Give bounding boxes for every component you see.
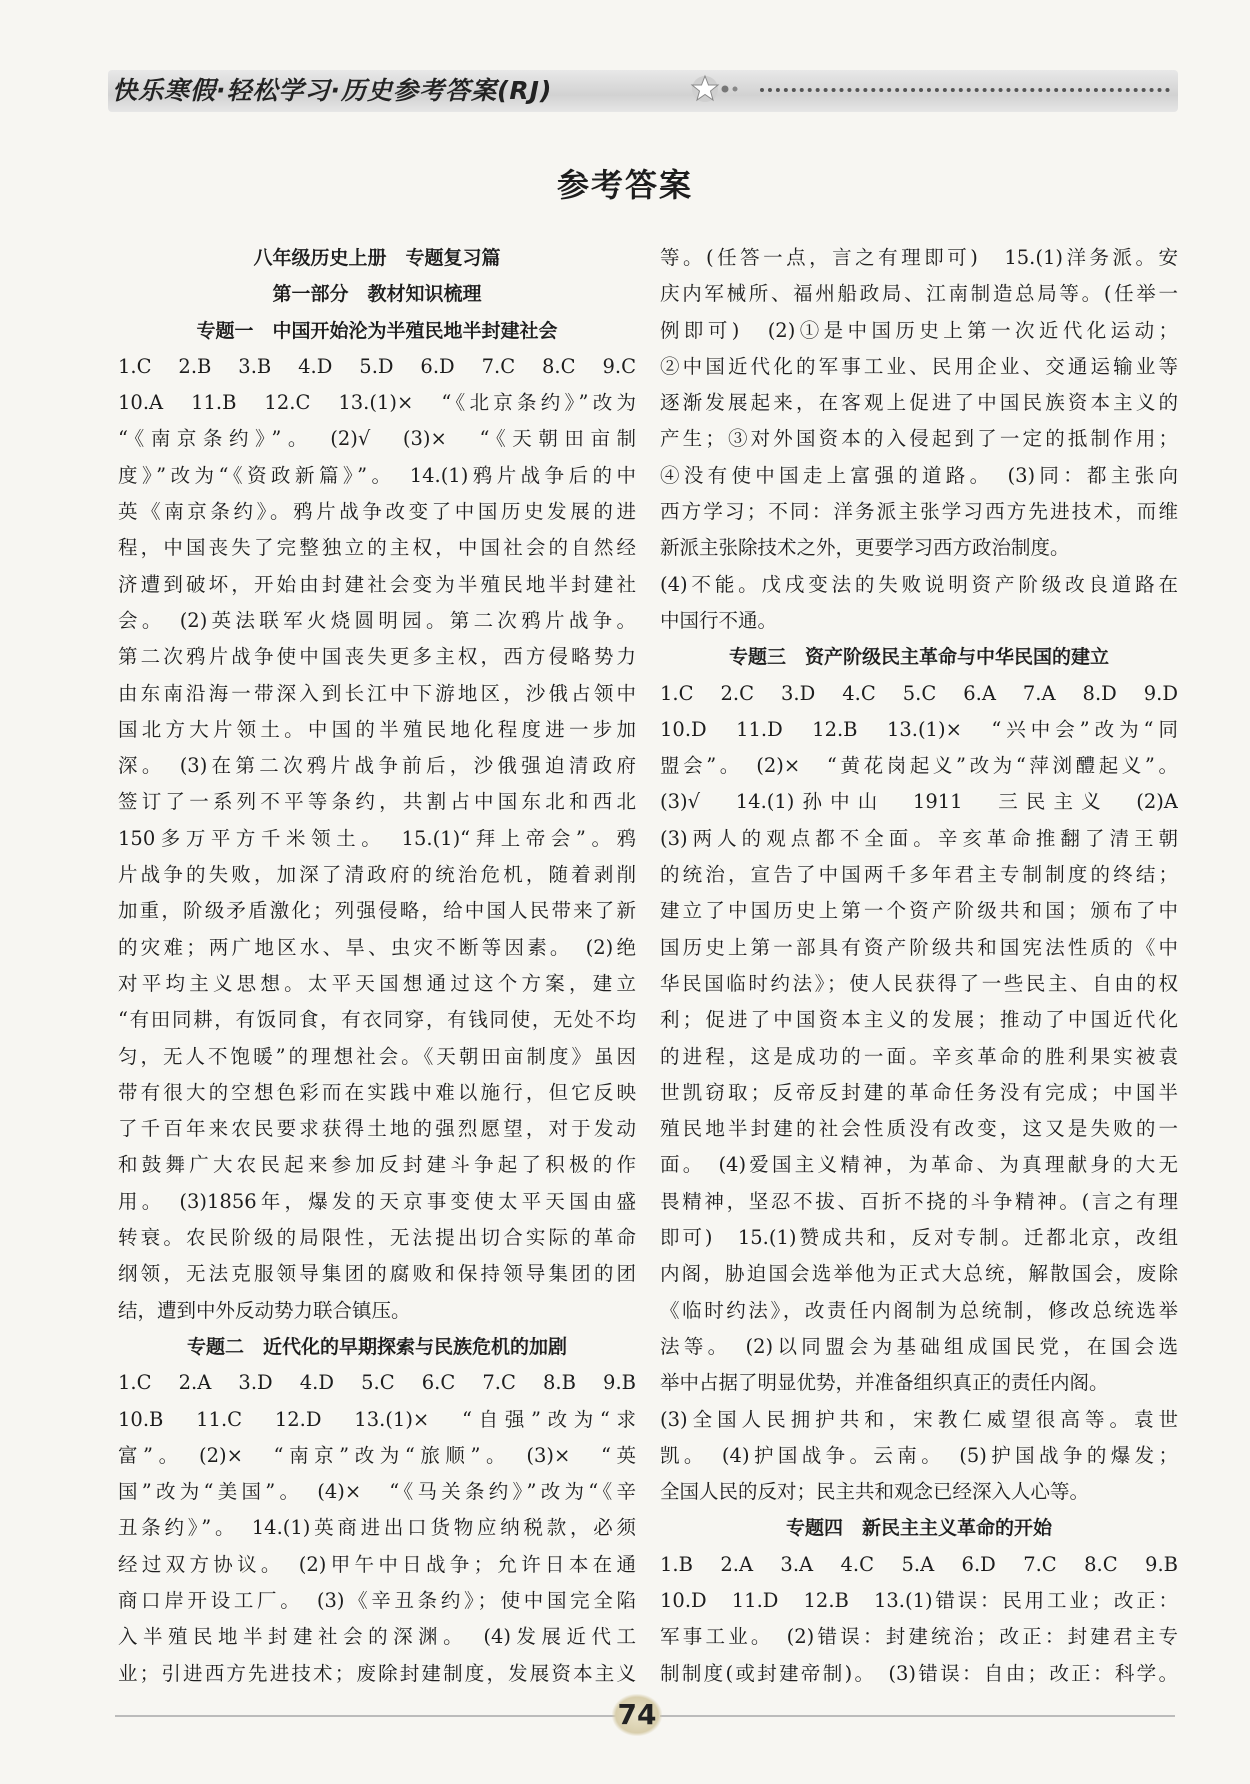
text-line: 西方学习；不同：洋务派主张学习西方先进技术，而维 <box>660 500 1178 524</box>
text-line: 军事工业。 (2)错误：封建统治；改正：封建君主专 <box>660 1625 1178 1649</box>
text-line: 畏精神，坚忍不拔、百折不挠的斗争精神。(言之有理 <box>660 1189 1178 1213</box>
text-line: 即可) 15.(1)赞成共和，反对专制。迁都北京，改组 <box>660 1226 1178 1250</box>
text-line: 中国行不通。 <box>660 608 778 632</box>
text-line: 建立了中国历史上第一个资产阶级共和国；颁布了中 <box>660 899 1178 923</box>
section-heading: 专题一 中国开始沦为半殖民地半封建社会 <box>196 319 558 342</box>
text-line: 转衰。农民阶级的局限性，无法提出切合实际的革命 <box>118 1226 636 1250</box>
text-line: 加重，阶级矛盾激化；列强侵略，给中国人民带来了新 <box>118 899 636 923</box>
text-line: 丑条约》”。 14.(1)英商进出口货物应纳税款，必须 <box>118 1516 636 1540</box>
text-line: 商口岸开设工厂。 (3)《辛丑条约》；使中国完全陷 <box>118 1588 636 1612</box>
text-line: 10.A 11.B 12.C 13.(1)× “《北京条约》”改为 <box>118 391 636 415</box>
text-line: 的灾难；两广地区水、旱、虫灾不断等因素。 (2)绝 <box>118 935 636 959</box>
text-line: 等。(任答一点，言之有理即可) 15.(1)洋务派。安 <box>660 246 1178 269</box>
text-line: 富”。 (2)× “南京”改为“旅顺”。 (3)× “英 <box>118 1443 636 1467</box>
text-line: “有田同耕，有饭同食，有衣同穿，有钱同使，无处不均 <box>118 1008 636 1032</box>
text-line: 的统治，宣告了中国两千多年君主专制制度的终结； <box>660 863 1178 887</box>
text-line: 国历史上第一部具有资产阶级共和国宪法性质的《中 <box>660 935 1178 959</box>
text-line: 的进程，这是成功的一面。辛亥革命的胜利果实被袁 <box>660 1044 1178 1068</box>
section-heading: 八年级历史上册 专题复习篇 <box>253 247 501 269</box>
text-line: 了千百年来农民要求获得土地的强烈愿望，对于发动 <box>118 1117 636 1141</box>
text-line: (4)不能。戊戌变法的失败说明资产阶级改良道路在 <box>660 572 1178 596</box>
header-title: 快乐寒假·轻松学习·历史参考答案(RJ) <box>112 76 553 105</box>
text-line: 1.C 2.A 3.D 4.D 5.C 6.C 7.C 8.B 9.B <box>118 1371 636 1395</box>
text-line: 深。 (3)在第二次鸦片战争前后，沙俄强迫清政府 <box>118 754 636 778</box>
star-decoration-icon <box>685 70 745 108</box>
text-line: 150多万平方千米领土。 15.(1)“拜上帝会”。鸦 <box>118 826 636 850</box>
text-line: 《临时约法》，改责任内阁制为总统制，修改总统选举 <box>660 1298 1178 1322</box>
section-heading: 专题二 近代化的早期探索与民族危机的加剧 <box>186 1335 567 1358</box>
text-line: 华民国临时约法》；使人民获得了一些民主、自由的权 <box>660 971 1178 995</box>
text-line: 新派主张除技术之外，更要学习西方政治制度。 <box>660 536 1070 560</box>
text-line: 结，遭到中外反动势力联合镇压。 <box>118 1298 411 1322</box>
text-line: 法等。 (2)以同盟会为基础组成国民党，在国会选 <box>660 1334 1178 1358</box>
text-line: 殖民地半封建的社会性质没有改变，这又是失败的一 <box>660 1117 1178 1141</box>
text-line: 内阁，胁迫国会选举他为正式大总统，解散国会，废除 <box>660 1262 1178 1286</box>
text-line: 利；促进了中国资本主义的发展；推动了中国近代化 <box>660 1008 1178 1032</box>
page-number: 74 <box>612 1694 662 1736</box>
text-line: 国北方大片领土。中国的半殖民地化程度进一步加 <box>118 717 636 741</box>
text-line: 英《南京条约》。鸦片战争改变了中国历史发展的进 <box>118 500 636 524</box>
footer-rule-right <box>660 1715 1175 1717</box>
text-line: 全国人民的反对；民主共和观念已经深入人心等。 <box>660 1480 1090 1504</box>
text-line: ②中国近代化的军事工业、民用企业、交通运输业等 <box>660 354 1178 378</box>
text-line: 程，中国丧失了完整独立的主权，中国社会的自然经 <box>118 536 636 560</box>
text-line: 业；引进西方先进技术；废除封建制度，发展资本主义 <box>118 1661 636 1685</box>
text-line: 由东南沿海一带深入到长江中下游地区，沙俄占领中 <box>118 681 636 705</box>
left-column <box>118 240 636 1692</box>
text-line: 济遭到破坏，开始由封建社会变为半殖民地半封建社 <box>118 572 636 596</box>
text-line: (3)√ 14.(1)孙中山 1911 三民主义 (2)A <box>660 790 1178 814</box>
text-line: “《南京条约》”。 (2)√ (3)× “《天朝田亩制 <box>118 427 636 451</box>
text-line: 国”改为“美国”。 (4)× “《马关条约》”改为“《辛 <box>118 1480 636 1504</box>
text-line: (3)全国人民拥护共和，宋教仁威望很高等。袁世 <box>660 1407 1178 1431</box>
text-line: 盟会”。 (2)× “黄花岗起义”改为“萍浏醴起义”。 <box>660 754 1178 778</box>
text-line: 举中占据了明显优势，并准备组织真正的责任内阁。 <box>660 1371 1109 1395</box>
text-line: 庆内军械所、福州船政局、江南制造总局等。(任举一 <box>660 282 1178 306</box>
text-line: 例即可) (2)①是中国历史上第一次近代化运动； <box>660 318 1178 342</box>
text-line: 和鼓舞广大农民起来参加反封建斗争起了积极的作 <box>118 1153 636 1177</box>
text-line: 带有很大的空想色彩而在实践中难以施行，但它反映 <box>118 1080 636 1104</box>
footer-rule-left <box>115 1715 625 1717</box>
text-line: 对平均主义思想。太平天国想通过这个方案，建立 <box>118 971 636 995</box>
text-line: 度》”改为“《资政新篇》”。 14.(1)鸦片战争后的中 <box>118 463 636 487</box>
text-line: ④没有使中国走上富强的道路。 (3)同：都主张向 <box>660 463 1178 487</box>
text-line: 世凯窃取；反帝反封建的革命任务没有完成；中国半 <box>660 1080 1178 1104</box>
text-line: 匀，无人不饱暖”的理想社会。《天朝田亩制度》虽因 <box>118 1044 636 1068</box>
text-line: 产生；③对外国资本的入侵起到了一定的抵制作用； <box>660 427 1178 451</box>
text-line: 片战争的失败，加深了清政府的统治危机，随着剥削 <box>118 863 636 887</box>
text-line: 签订了一系列不平等条约，共割占中国东北和西北 <box>118 790 636 814</box>
text-line: 会。 (2)英法联军火烧圆明园。第二次鸦片战争。 <box>118 608 636 632</box>
text-line: 1.C 2.B 3.B 4.D 5.D 6.D 7.C 8.C 9.C <box>118 354 636 378</box>
section-heading: 专题三 资产阶级民主革命与中华民国的建立 <box>728 646 1109 669</box>
right-column <box>660 240 1178 1692</box>
header-dotted-rule <box>760 88 1170 96</box>
page-title: 参考答案 <box>556 166 693 204</box>
text-line: 经过双方协议。 (2)甲午中日战争；允许日本在通 <box>118 1552 636 1576</box>
text-line: 制制度(或封建帝制)。 (3)错误：自由；改正：科学。 <box>660 1661 1178 1685</box>
text-line: 入半殖民地半封建社会的深渊。 (4)发展近代工 <box>118 1625 636 1649</box>
text-line: 第二次鸦片战争使中国丧失更多主权，西方侵略势力 <box>118 645 636 669</box>
section-heading: 第一部分 教材知识梳理 <box>272 283 482 306</box>
text-line: 1.B 2.A 3.A 4.C 5.A 6.D 7.C 8.C 9.B <box>660 1552 1178 1576</box>
text-line: (3)两人的观点都不全面。辛亥革命推翻了清王朝 <box>660 826 1178 850</box>
text-line: 10.D 11.D 12.B 13.(1)错误：民用工业；改正： <box>660 1588 1178 1612</box>
text-line: 10.D 11.D 12.B 13.(1)× “兴中会”改为“同 <box>660 717 1178 741</box>
text-line: 用。 (3)1856年，爆发的天京事变使太平天国由盛 <box>118 1189 636 1213</box>
section-heading: 专题四 新民主主义革命的开始 <box>785 1517 1052 1540</box>
text-line: 凯。 (4)护国战争。云南。 (5)护国战争的爆发； <box>660 1443 1178 1467</box>
text-line: 面。 (4)爱国主义精神，为革命、为真理献身的大无 <box>660 1153 1178 1177</box>
text-line: 逐渐发展起来，在客观上促进了中国民族资本主义的 <box>660 391 1178 415</box>
text-line: 纲领，无法克服领导集团的腐败和保持领导集团的团 <box>118 1262 636 1286</box>
text-line: 1.C 2.C 3.D 4.C 5.C 6.A 7.A 8.D 9.D <box>660 681 1178 705</box>
text-line: 10.B 11.C 12.D 13.(1)× “自强”改为“求 <box>118 1407 636 1431</box>
